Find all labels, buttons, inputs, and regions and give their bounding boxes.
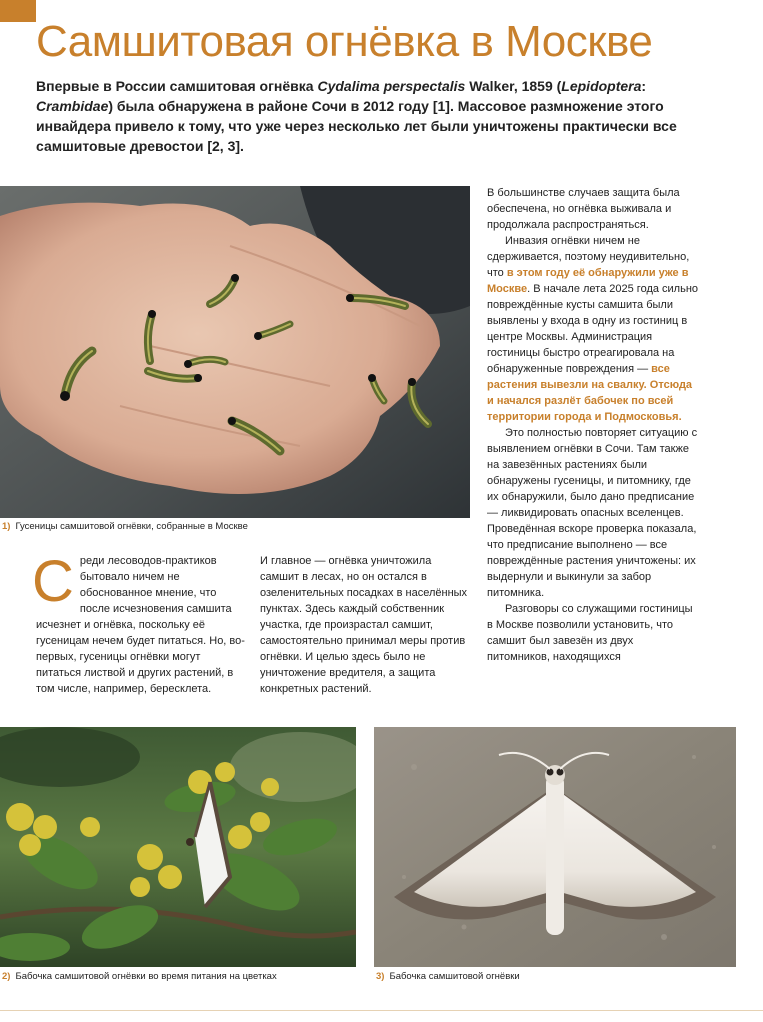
lead-text-2: Walker, 1859 (: [465, 78, 562, 94]
column-3-p2-text-c: .: [678, 411, 682, 423]
caption-3-text: Бабочка самшитовой огнёвки: [389, 971, 520, 982]
column-3-highlight-2: все растения вывезли на свалку. Отсюда и начался разлёт бабочек по всей территории города и Подмосковья: [487, 363, 693, 423]
lead-text-1: Впервые в России самшитовая огнёвка: [36, 78, 318, 94]
caption-1-text: Гусеницы самшитовой огнёвки, собранные в Москве: [15, 521, 248, 532]
caption-1-number: 1): [2, 521, 11, 532]
dropcap: С: [32, 549, 74, 614]
lead-text-3: :: [641, 78, 647, 94]
bottom-rule: [0, 1010, 763, 1011]
corner-tab: [0, 0, 36, 22]
caption-1: [2, 521, 248, 533]
lead-species: Cydalima perspectalis: [317, 78, 466, 94]
body-column-2: [260, 553, 470, 697]
caption-3: [376, 971, 520, 983]
column-2-text: И главное — огнёвка уничтожила самшит в лесах, но он остался в озеленительных посадках в населённых пунктах. Здесь каждый собственник участка, где произрастал самшит, самостоятельно принимал меры против огнёвки. И целью здесь было не уничтожение вредителя, а защита конкретных растений.: [260, 555, 468, 695]
caption-2-number: 2): [2, 971, 11, 982]
page-title: Самшитовая огнёвка в Москве: [36, 17, 653, 66]
lead-paragraph: [36, 76, 696, 156]
column-3-paragraph-2: [487, 233, 699, 425]
lead-order: Lepidoptera: [561, 78, 642, 94]
body-column-3: [487, 185, 699, 665]
photo-moth-on-flowers: [0, 727, 356, 967]
column-3-paragraph-1: В большинстве случаев защита была обеспечена, но огнёвка выживала и продолжала распространяться.: [487, 187, 680, 231]
column-3-highlight-1: в этом году её обнаружили уже в Москве: [487, 267, 689, 295]
body-column-1: [32, 549, 246, 697]
column-1-text: реди лесоводов-практиков бытовало ничем не обоснованное мнение, что после исчезновения самшита исчезнет и огнёвка, поскольку её гусеницам нечем будет питаться. Но, во-первых, гусеницы огнёвки могут питаться листвой и других растений, в том числе, например, бересклета.: [36, 555, 245, 695]
column-3-p2-text-a: Инвазия огнёвки ничем не сдерживается, поэтому неудивительно, что: [487, 235, 690, 279]
column-3-p2-text-b: . В начале лета 2025 года сильно повреждённые кусты самшита были выявлены у входа в одну из гостиниц в центре Москвы. Администрация гостиницы быстро отреагировала на обнаруженные повреждения —: [487, 283, 699, 375]
photo-moth-on-stone: [374, 727, 736, 967]
lead-family: Crambidae: [36, 98, 109, 114]
caption-2-text: Бабочка самшитовой огнёвки во время питания на цветках: [15, 971, 277, 982]
column-3-paragraph-4: Разговоры со служащими гостиницы в Москве позволили установить, что самшит был завезён из двух питомников, находящихся: [487, 603, 693, 663]
lead-text-4: ) была обнаружена в районе Сочи в 2012 году [1]. Массовое размножение этого инвайдера привело к тому, что уже через несколько лет были уничтожены практически все самшитовые древостои [2, 3].: [36, 98, 677, 154]
column-3-paragraph-3: Это полностью повторяет ситуацию с выявлением огнёвки в Сочи. Там также на завезённых растениях были обнаружены гусеницы, и питомнику, где их обнаружили, было дано предписание — ликвидировать опасных вселенцев. Проведённая вскоре проверка показала, что предписание выполнено — все повреждённые растения уничтожены: их выдернули и выкинули за забор питомника.: [487, 427, 698, 599]
caption-3-number: 3): [376, 971, 385, 982]
photo-caterpillars-on-hand: [0, 186, 470, 518]
caption-2: [2, 971, 277, 983]
